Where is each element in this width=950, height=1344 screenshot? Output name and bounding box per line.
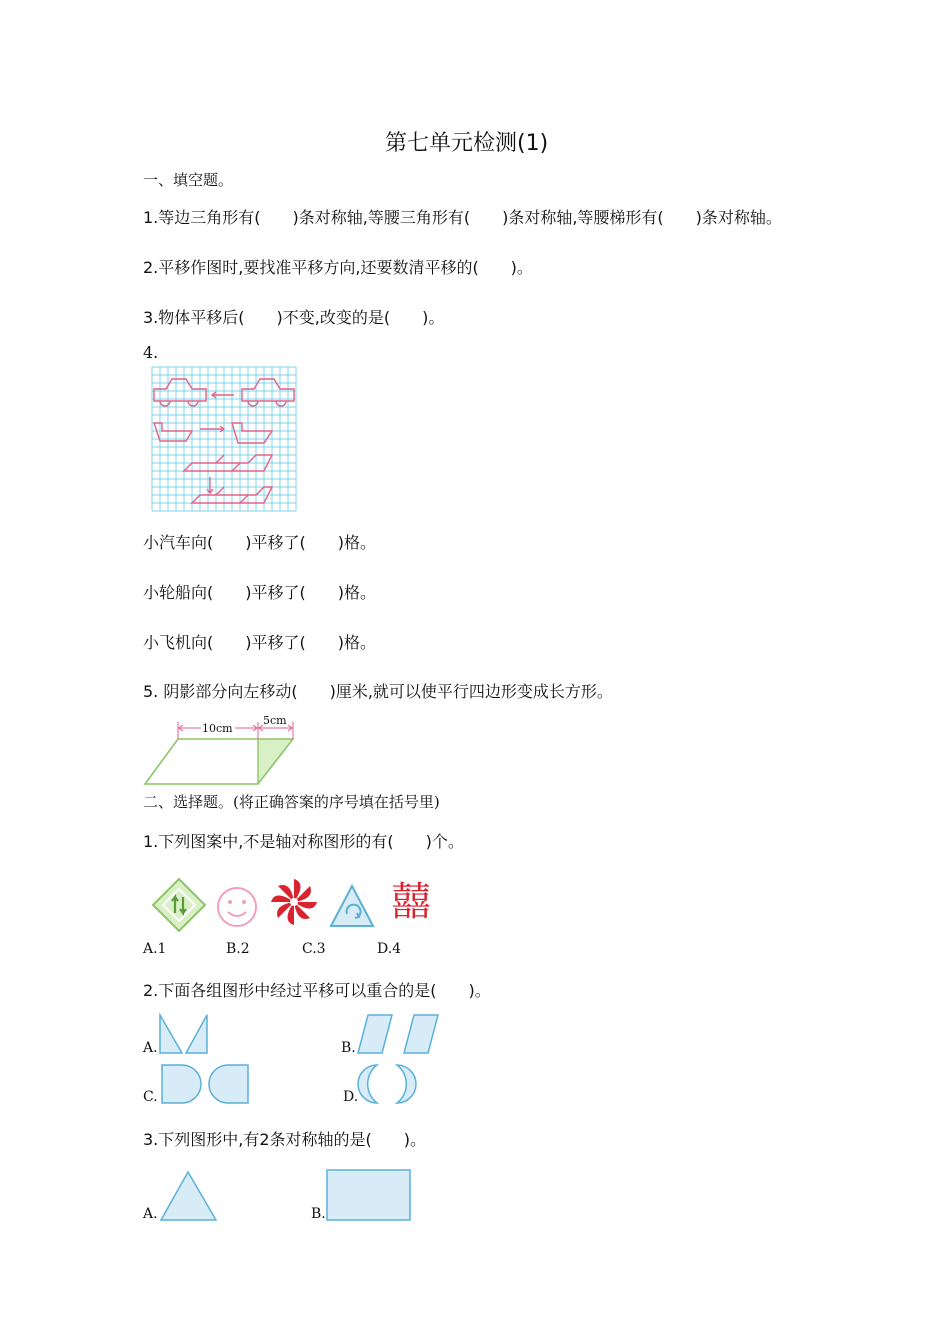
q2-option-a-label: A. — [143, 1040, 158, 1056]
diamond-arrows-icon — [151, 877, 207, 933]
question-1-4-boat: 小轮船向( )平移了( )格。 — [143, 583, 376, 602]
q2-option-b-shapes — [356, 1013, 442, 1055]
q2-option-b-label: B. — [341, 1040, 356, 1056]
option-a: A.1 — [143, 941, 167, 957]
parallelogram-figure — [143, 712, 303, 788]
section2-heading: 二、选择题。(将正确答案的序号填在括号里) — [143, 793, 440, 811]
question-2-1: 1.下列图案中,不是轴对称图形的有( )个。 — [143, 832, 464, 851]
question-1-5: 5. 阴影部分向左移动( )厘米,就可以使平行四边形变成长方形。 — [143, 682, 613, 701]
question-1-3: 3.物体平移后( )不变,改变的是( )。 — [143, 308, 445, 327]
option-c: C.3 — [302, 941, 326, 957]
translation-grid-figure — [152, 367, 296, 511]
section1-heading: 一、填空题。 — [143, 171, 234, 189]
q2-option-c-label: C. — [143, 1089, 158, 1105]
q3-option-a-label: A. — [143, 1206, 158, 1222]
double-happiness-icon: 囍 — [391, 879, 431, 925]
q3-option-b-rectangle — [326, 1169, 412, 1222]
question-2-3: 3.下列图形中,有2条对称轴的是( )。 — [143, 1130, 427, 1149]
question-2-2: 2.下面各组图形中经过平移可以重合的是( )。 — [143, 981, 491, 1000]
smiley-face-icon — [216, 886, 258, 928]
label-10cm: 10cm — [202, 722, 233, 735]
label-5cm: 5cm — [263, 714, 287, 727]
question-1-1: 1.等边三角形有( )条对称轴,等腰三角形有( )条对称轴,等腰梯形有( )条对称轴。 — [143, 208, 782, 227]
option-b: B.2 — [226, 941, 250, 957]
question-1-4-plane: 小飞机向( )平移了( )格。 — [143, 633, 376, 652]
question-1-2: 2.平移作图时,要找准平移方向,还要数清平移的( )。 — [143, 258, 533, 277]
q2-option-d-shapes — [359, 1063, 421, 1105]
option-d: D.4 — [377, 941, 402, 957]
q2-option-a-shapes — [158, 1013, 210, 1055]
q3-option-a-triangle — [159, 1170, 219, 1222]
q3-option-b-label: B. — [311, 1206, 326, 1222]
page-title: 第七单元检测(1) — [385, 131, 549, 156]
pinwheel-icon — [269, 877, 319, 927]
q2-option-c-shapes — [160, 1063, 252, 1105]
recycle-triangle-icon — [329, 884, 375, 928]
question-1-4-car: 小汽车向( )平移了( )格。 — [143, 533, 376, 552]
question-1-4-label: 4. — [143, 343, 159, 362]
q2-option-d-label: D. — [343, 1089, 359, 1105]
